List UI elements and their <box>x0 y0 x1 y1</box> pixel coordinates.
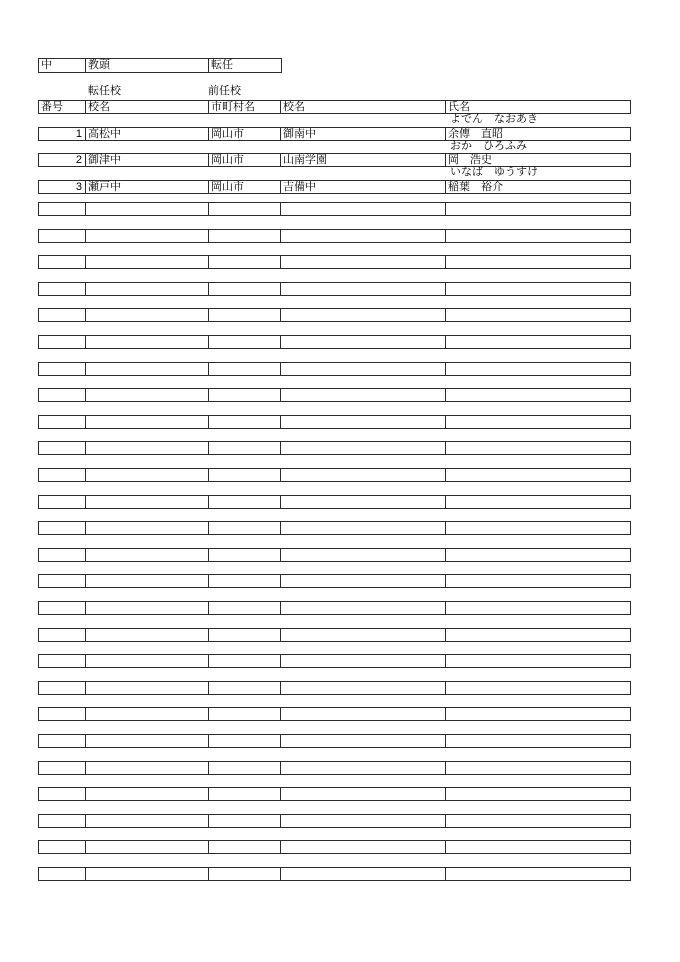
empty-cell <box>209 416 281 428</box>
empty-cell <box>39 416 86 428</box>
empty-table-row <box>38 734 631 748</box>
empty-cell <box>209 549 281 561</box>
empty-cell <box>39 203 86 215</box>
empty-cell <box>281 575 446 587</box>
empty-cell <box>446 230 630 242</box>
empty-cell <box>86 496 209 508</box>
empty-cell <box>446 629 630 641</box>
empty-cell <box>39 735 86 747</box>
cell-school-name: 瀬戸中 <box>86 181 209 193</box>
empty-cell <box>209 602 281 614</box>
empty-cell <box>209 256 281 268</box>
empty-cell <box>39 522 86 534</box>
empty-cell <box>281 549 446 561</box>
empty-cell <box>39 496 86 508</box>
empty-cell <box>86 522 209 534</box>
empty-cell <box>209 389 281 401</box>
empty-cell <box>281 442 446 454</box>
empty-cell <box>281 389 446 401</box>
empty-cell <box>281 522 446 534</box>
empty-cell <box>209 629 281 641</box>
empty-cell <box>39 602 86 614</box>
empty-cell <box>209 762 281 774</box>
empty-table-row <box>38 574 631 588</box>
empty-cell <box>209 708 281 720</box>
empty-cell <box>446 389 630 401</box>
empty-cell <box>39 389 86 401</box>
empty-cell <box>86 363 209 375</box>
empty-cell <box>86 655 209 667</box>
cell-city-name: 岡山市 <box>209 154 281 166</box>
label-new-school-group: 転任校 <box>88 85 121 97</box>
assignment-type-row <box>38 58 282 73</box>
cell-school-name: 御津中 <box>86 154 209 166</box>
header-city-name: 市町村名 <box>209 101 281 113</box>
empty-cell <box>446 256 630 268</box>
empty-table-row <box>38 255 631 269</box>
empty-cell <box>446 788 630 800</box>
empty-cell <box>281 708 446 720</box>
empty-cell <box>39 336 86 348</box>
empty-table-row <box>38 388 631 402</box>
empty-cell <box>39 868 86 880</box>
empty-table-row <box>38 814 631 828</box>
empty-table-row <box>38 441 631 455</box>
cell-city-name: 岡山市 <box>209 128 281 140</box>
empty-table-row <box>38 681 631 695</box>
empty-cell <box>39 469 86 481</box>
empty-cell <box>446 363 630 375</box>
cell-number: 1 <box>39 128 86 140</box>
empty-cell <box>86 389 209 401</box>
cell-prev-school: 山南学園 <box>281 154 446 166</box>
empty-cell <box>281 416 446 428</box>
empty-cell <box>446 416 630 428</box>
empty-cell <box>209 469 281 481</box>
table-row <box>38 180 631 194</box>
furigana-text: おか ひろふみ <box>450 140 527 152</box>
empty-cell <box>86 203 209 215</box>
empty-table-row <box>38 495 631 509</box>
empty-cell <box>209 442 281 454</box>
empty-cell <box>209 788 281 800</box>
empty-table-row <box>38 628 631 642</box>
empty-cell <box>281 841 446 853</box>
empty-cell <box>209 735 281 747</box>
label-previous-school-group: 前任校 <box>208 85 241 97</box>
assignment-type-cell: 転任 <box>211 59 233 71</box>
empty-cell <box>281 788 446 800</box>
empty-cell <box>209 309 281 321</box>
empty-cell <box>446 762 630 774</box>
empty-cell <box>39 575 86 587</box>
empty-cell <box>39 708 86 720</box>
empty-cell <box>86 230 209 242</box>
empty-cell <box>446 522 630 534</box>
school-level-cell: 中 <box>39 59 86 72</box>
empty-cell <box>86 309 209 321</box>
empty-cell <box>39 309 86 321</box>
empty-cell <box>281 868 446 880</box>
empty-cell <box>209 815 281 827</box>
table-row <box>38 127 631 141</box>
empty-cell <box>86 788 209 800</box>
empty-cell <box>209 336 281 348</box>
empty-cell <box>39 256 86 268</box>
empty-cell <box>86 868 209 880</box>
empty-cell <box>86 549 209 561</box>
empty-cell <box>86 602 209 614</box>
empty-cell <box>86 762 209 774</box>
cell-number: 2 <box>39 154 86 166</box>
cell-person-name: 余傳 直昭 <box>448 128 503 140</box>
empty-cell <box>209 655 281 667</box>
empty-cell <box>39 283 86 295</box>
empty-cell <box>281 203 446 215</box>
empty-cell <box>86 416 209 428</box>
empty-cell <box>281 230 446 242</box>
cell-person-name: 岡 浩史 <box>448 154 492 166</box>
empty-cell <box>39 815 86 827</box>
empty-cell <box>281 655 446 667</box>
empty-table-row <box>38 202 631 216</box>
empty-cell <box>281 283 446 295</box>
table-row <box>38 153 631 167</box>
cell-prev-school: 吉備中 <box>281 181 446 193</box>
empty-table-row <box>38 521 631 535</box>
empty-cell <box>446 496 630 508</box>
empty-cell <box>281 469 446 481</box>
empty-cell <box>86 682 209 694</box>
header-school-name: 校名 <box>86 101 209 113</box>
position-cell: 教頭 <box>86 59 209 72</box>
empty-cell <box>281 735 446 747</box>
cell-number: 3 <box>39 181 86 193</box>
empty-table-row <box>38 601 631 615</box>
empty-cell <box>39 442 86 454</box>
empty-cell <box>86 841 209 853</box>
empty-cell <box>446 868 630 880</box>
empty-cell <box>209 575 281 587</box>
empty-table-row <box>38 282 631 296</box>
empty-table-row <box>38 415 631 429</box>
furigana-text: よでん なおあき <box>450 113 538 125</box>
empty-table-row <box>38 308 631 322</box>
table-header-row <box>38 100 631 114</box>
empty-cell <box>446 602 630 614</box>
empty-cell <box>209 868 281 880</box>
empty-cell <box>86 735 209 747</box>
empty-table-row <box>38 362 631 376</box>
empty-cell <box>446 682 630 694</box>
empty-cell <box>281 682 446 694</box>
empty-cell <box>86 442 209 454</box>
empty-cell <box>86 575 209 587</box>
header-number: 番号 <box>39 101 86 113</box>
empty-table-row <box>38 787 631 801</box>
empty-table-row <box>38 229 631 243</box>
empty-table-row <box>38 335 631 349</box>
empty-cell <box>209 203 281 215</box>
empty-cell <box>209 230 281 242</box>
empty-table-row <box>38 867 631 881</box>
empty-cell <box>446 442 630 454</box>
empty-cell <box>281 815 446 827</box>
empty-cell <box>39 230 86 242</box>
empty-cell <box>86 629 209 641</box>
empty-cell <box>281 256 446 268</box>
empty-cell <box>281 602 446 614</box>
empty-cell <box>86 336 209 348</box>
empty-cell <box>39 788 86 800</box>
cell-person-name: 稲葉 裕介 <box>448 181 503 193</box>
empty-cell <box>281 629 446 641</box>
empty-cell <box>39 841 86 853</box>
empty-cell <box>281 363 446 375</box>
empty-cell <box>446 735 630 747</box>
empty-cell <box>39 655 86 667</box>
empty-cell <box>446 841 630 853</box>
empty-table-row <box>38 654 631 668</box>
empty-cell <box>281 496 446 508</box>
empty-table-row <box>38 761 631 775</box>
empty-cell <box>86 283 209 295</box>
empty-cell <box>446 283 630 295</box>
empty-cell <box>446 309 630 321</box>
empty-cell <box>281 762 446 774</box>
empty-cell <box>86 469 209 481</box>
empty-cell <box>209 363 281 375</box>
empty-cell <box>281 336 446 348</box>
empty-cell <box>86 708 209 720</box>
empty-cell <box>446 336 630 348</box>
empty-table-row <box>38 468 631 482</box>
empty-cell <box>86 815 209 827</box>
cell-city-name: 岡山市 <box>209 181 281 193</box>
empty-cell <box>209 682 281 694</box>
empty-cell <box>209 283 281 295</box>
empty-table-row <box>38 840 631 854</box>
empty-cell <box>446 469 630 481</box>
empty-cell <box>86 256 209 268</box>
empty-cell <box>39 549 86 561</box>
empty-table-row <box>38 548 631 562</box>
empty-table-row <box>38 707 631 721</box>
header-prev-school: 校名 <box>281 101 446 113</box>
empty-cell <box>209 496 281 508</box>
empty-cell <box>39 762 86 774</box>
cell-school-name: 高松中 <box>86 128 209 140</box>
empty-cell <box>446 655 630 667</box>
empty-cell <box>446 549 630 561</box>
empty-cell <box>39 629 86 641</box>
empty-cell <box>39 682 86 694</box>
empty-cell <box>281 309 446 321</box>
empty-cell <box>446 575 630 587</box>
empty-cell <box>209 841 281 853</box>
empty-cell <box>446 203 630 215</box>
furigana-text: いなば ゆうすけ <box>450 166 538 178</box>
header-person-name: 氏名 <box>448 101 470 113</box>
empty-cell <box>209 522 281 534</box>
empty-cell <box>39 363 86 375</box>
cell-prev-school: 御南中 <box>281 128 446 140</box>
empty-cell <box>446 708 630 720</box>
empty-cell <box>446 815 630 827</box>
